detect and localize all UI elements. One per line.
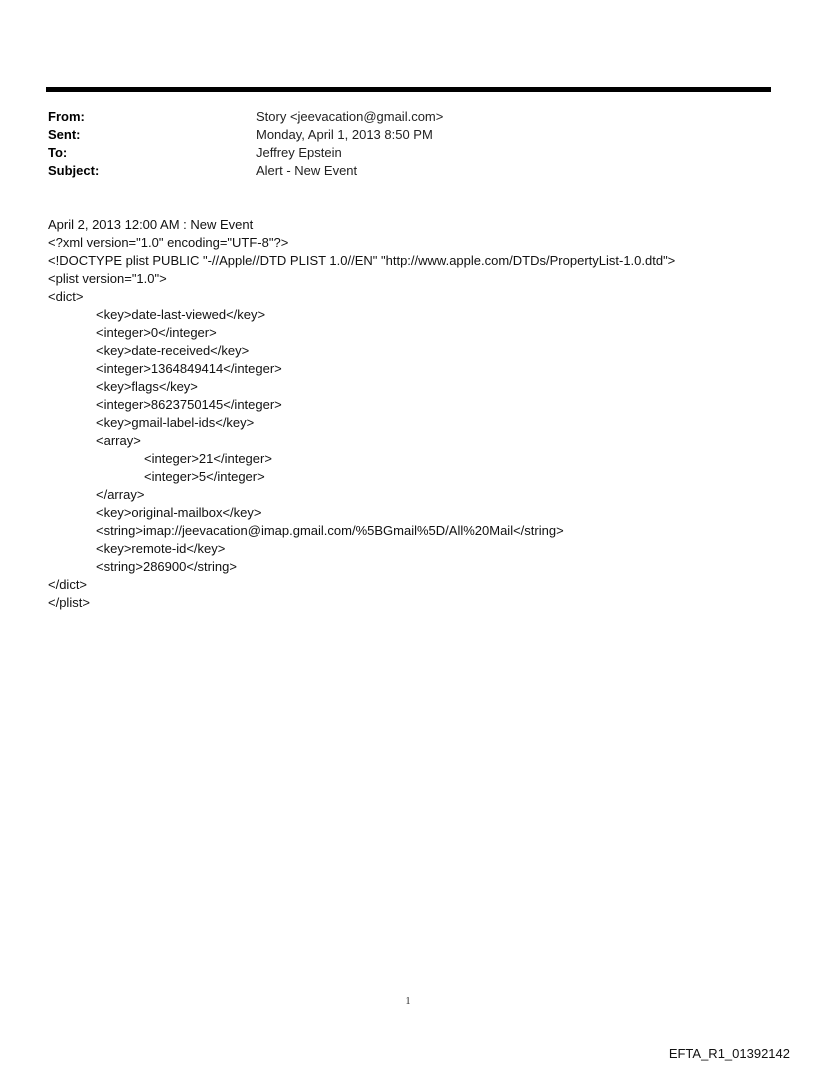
body-line-xml-decl: <?xml version="1.0" encoding="UTF-8"?> <box>48 235 289 250</box>
body-line-key: <key>remote-id</key> <box>96 541 226 556</box>
body-line-value: <string>286900</string> <box>96 559 237 574</box>
to-label: To: <box>48 145 68 160</box>
body-line-array-item: <integer>21</integer> <box>144 451 272 466</box>
email-header <box>48 108 768 180</box>
body-line-plist-open: <plist version="1.0"> <box>48 271 167 286</box>
body-line-dict-close: </dict> <box>48 577 88 592</box>
header-divider <box>46 87 771 92</box>
body-line-array-item: <integer>5</integer> <box>144 469 265 484</box>
body-line-key: <key>flags</key> <box>96 379 198 394</box>
body-line-value: <integer>1364849414</integer> <box>96 361 282 376</box>
body-line-plist-close: </plist> <box>48 595 90 610</box>
body-line-value: <integer>0</integer> <box>96 325 217 340</box>
body-line-key: <key>date-last-viewed</key> <box>96 307 266 322</box>
bates-number: EFTA_R1_01392142 <box>668 1046 790 1061</box>
email-body <box>48 216 778 612</box>
from-row <box>48 108 768 126</box>
sent-value: Monday, April 1, 2013 8:50 PM <box>256 127 433 142</box>
subject-row <box>48 162 768 180</box>
subject-value: Alert - New Event <box>256 163 358 178</box>
body-line-key: <key>original-mailbox</key> <box>96 505 262 520</box>
from-label: From: <box>48 109 85 124</box>
body-line-array-close: </array> <box>96 487 145 502</box>
body-line-value: <integer>8623750145</integer> <box>96 397 282 412</box>
subject-label: Subject: <box>48 163 100 178</box>
body-line-doctype: <!DOCTYPE plist PUBLIC "-//Apple//DTD PLIST 1.0//EN" "http://www.apple.com/DTDs/PropertyList-1.0.dtd"> <box>48 253 676 268</box>
body-line-array-open: <array> <box>96 433 141 448</box>
sent-label: Sent: <box>48 127 81 142</box>
body-line-value: <string>imap://jeevacation@imap.gmail.com/%5BGmail%5D/All%20Mail</string> <box>96 523 564 538</box>
body-line-key: <key>date-received</key> <box>96 343 250 358</box>
body-line-key: <key>gmail-label-ids</key> <box>96 415 255 430</box>
to-row <box>48 144 768 162</box>
from-value: Story <jeevacation@gmail.com> <box>256 109 444 124</box>
page-number: 1 <box>405 996 411 1007</box>
body-line-event: April 2, 2013 12:00 AM : New Event <box>48 217 254 232</box>
to-value: Jeffrey Epstein <box>256 145 342 160</box>
sent-row <box>48 126 768 144</box>
body-line-dict-open: <dict> <box>48 289 84 304</box>
